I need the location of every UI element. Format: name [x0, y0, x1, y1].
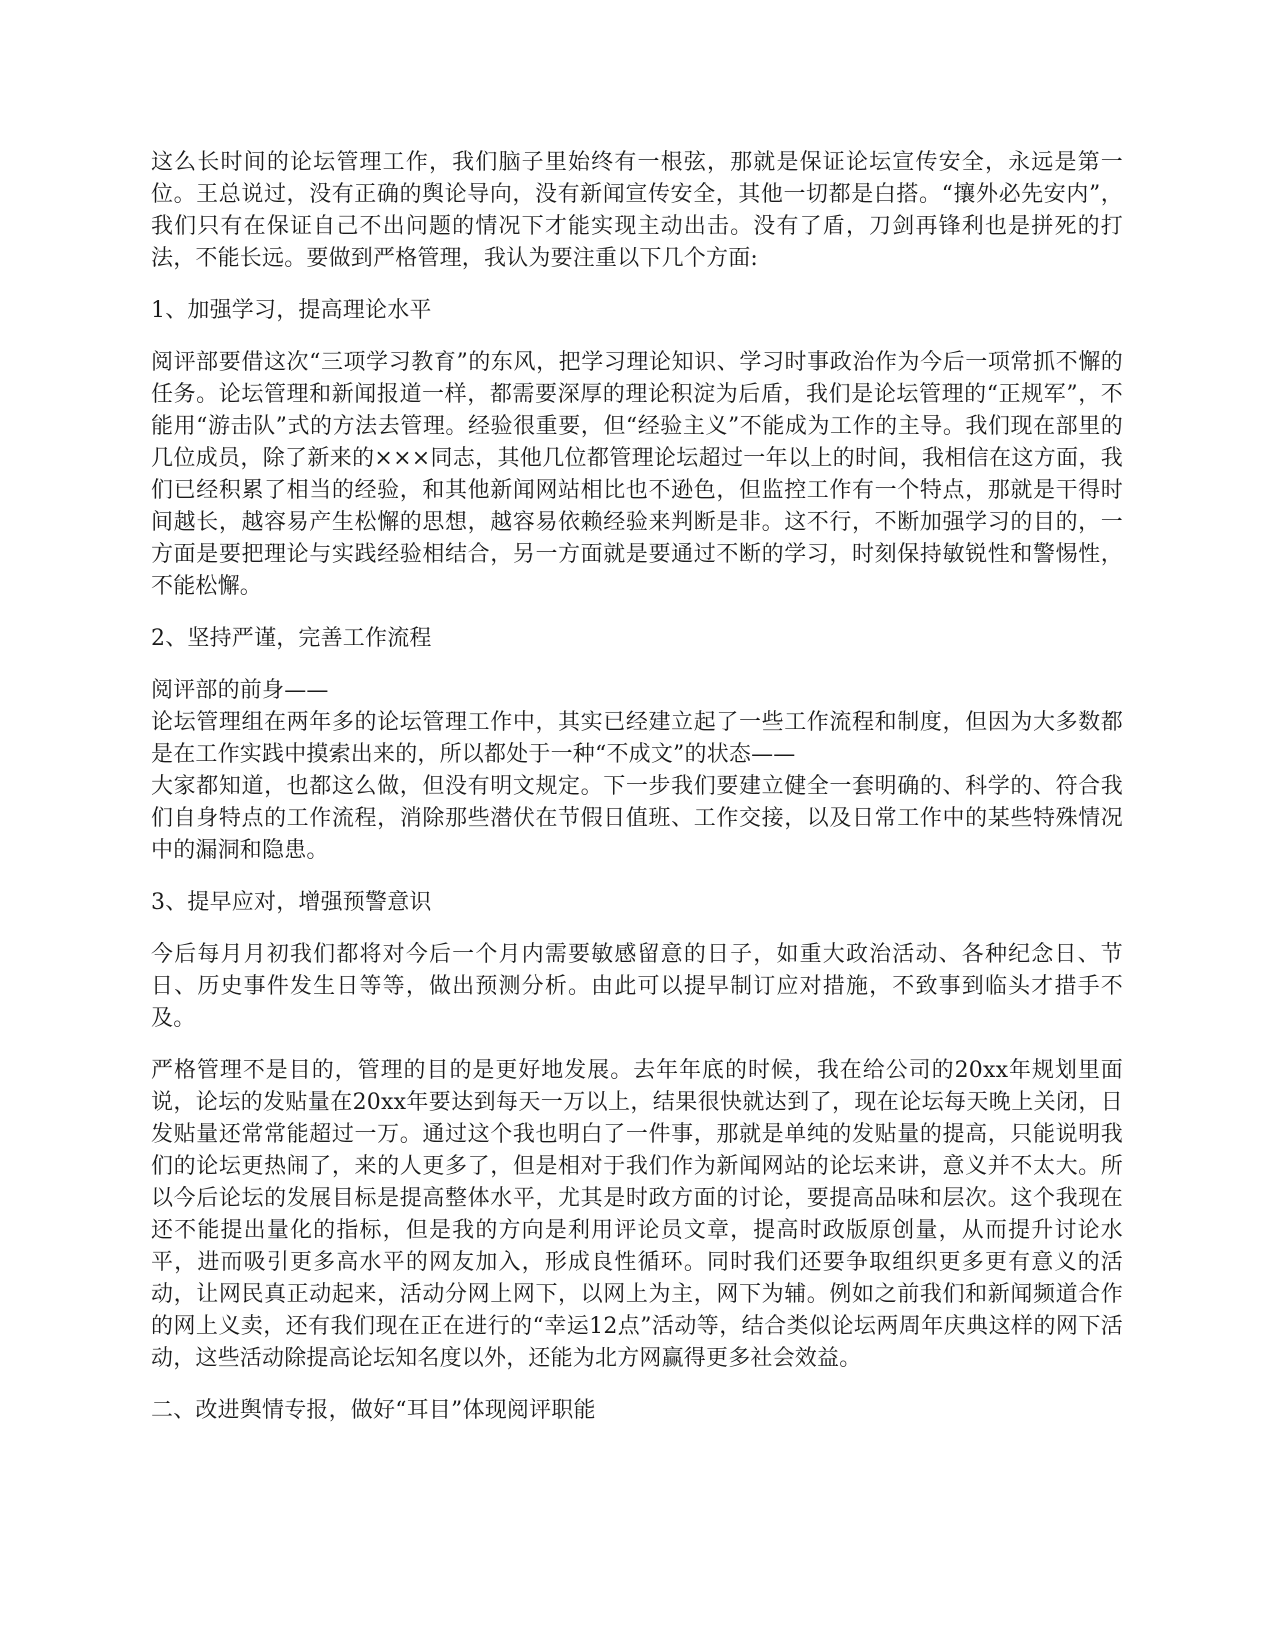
section-heading-4: 二、改进舆情专报，做好“耳目”体现阅评职能	[151, 1398, 596, 1423]
warning-paragraph: 今后每月月初我们都将对今后一个月内需要敏感留意的日子，如重大政治活动、各种纪念日、节日、历史事件发生日等等，做出预测分析。由此可以提早制订应对措施，不致事到临头才措手不及。	[151, 942, 1123, 1031]
section-heading-1: 1、加强学习，提高理论水平	[151, 298, 432, 323]
section-heading-2: 2、坚持严谨，完善工作流程	[151, 626, 432, 651]
section-heading-3: 3、提早应对，增强预警意识	[151, 890, 432, 915]
document-page	[151, 147, 1123, 1447]
study-paragraph: 阅评部要借这次“三项学习教育”的东风，把学习理论知识、学习时事政治作为今后一项常抓不懈的任务。论坛管理和新闻报道一样，都需要深厚的理论积淀为后盾，我们是论坛管理的“正规军”，不能用“游击队”式的方法去管理。经验很重要，但“经验主义”不能成为工作的主导。我们现在部里的几位成员，除了新来的×××同志，其他几位都管理论坛超过一年以上的时间，我相信在这方面，我们已经积累了相当的经验，和其他新闻网站相比也不逊色，但监控工作有一个特点，那就是干得时间越长，越容易产生松懈的思想，越容易依赖经验来判断是非。这不行，不断加强学习的目的，一方面是要把理论与实践经验相结合，另一方面就是要通过不断的学习，时刻保持敏锐性和警惕性，不能松懈。	[151, 350, 1123, 599]
intro-paragraph: 这么长时间的论坛管理工作，我们脑子里始终有一根弦，那就是保证论坛宣传安全，永远是第一位。王总说过，没有正确的舆论导向，没有新闻宣传安全，其他一切都是白搭。“攘外必先安内”，我们只有在保证自己不出问题的情况下才能实现主动出击。没有了盾，刀剑再锋利也是拼死的打法，不能长远。要做到严格管理，我认为要注重以下几个方面:	[151, 150, 1123, 271]
workflow-paragraph: 阅评部的前身—— 论坛管理组在两年多的论坛管理工作中，其实已经建立起了一些工作流程和制度，但因为大多数都是在工作实践中摸索出来的，所以都处于一种“不成文”的状态—— 大家都知道，也都这么做，但没有明文规定。下一步我们要建立健全一套明确的、科学的、符合我们自身特点的工作流程，消除那些潜伏在节假日值班、工作交接，以及日常工作中的某些特殊情况中的漏洞和隐患。	[151, 678, 1123, 863]
development-paragraph: 严格管理不是目的，管理的目的是更好地发展。去年年底的时候，我在给公司的20xx年规划里面说，论坛的发贴量在20xx年要达到每天一万以上，结果很快就达到了，现在论坛每天晚上关闭，日发贴量还常常能超过一万。通过这个我也明白了一件事，那就是单纯的发贴量的提高，只能说明我们的论坛更热闹了，来的人更多了，但是相对于我们作为新闻网站的论坛来讲，意义并不太大。所以今后论坛的发展目标是提高整体水平，尤其是时政方面的讨论，要提高品味和层次。这个我现在还不能提出量化的指标，但是我的方向是利用评论员文章，提高时政版原创量，从而提升讨论水平，进而吸引更多高水平的网友加入，形成良性循环。同时我们还要争取组织更多更有意义的活动，让网民真正动起来，活动分网上网下，以网上为主，网下为辅。例如之前我们和新闻频道合作的网上义卖，还有我们现在正在进行的“幸运12点”活动等，结合类似论坛两周年庆典这样的网下活动，这些活动除提高论坛知名度以外，还能为北方网赢得更多社会效益。	[151, 1058, 1123, 1371]
